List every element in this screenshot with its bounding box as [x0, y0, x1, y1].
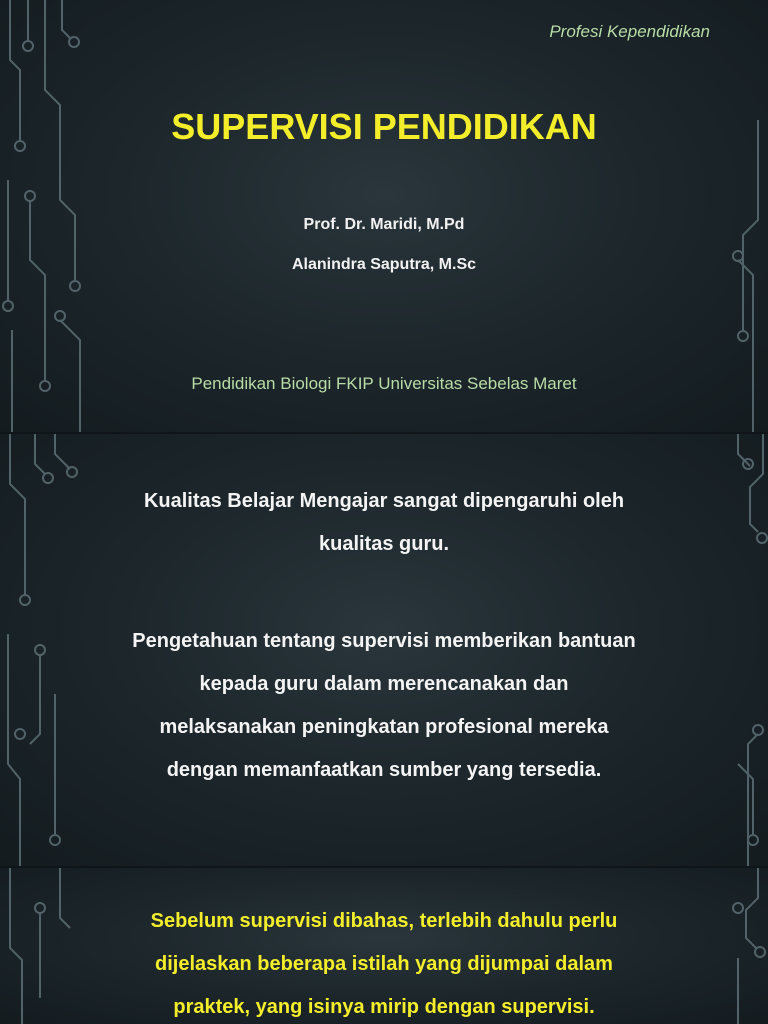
paragraph-line: dijelaskan beberapa istilah yang dijumpai dalam — [155, 953, 613, 975]
slide-1 — [0, 0, 768, 432]
paragraph-line: Sebelum supervisi dibahas, terlebih dahulu perlu — [150, 910, 618, 932]
slide-2 — [0, 434, 768, 866]
author-2: Alanindra Saputra, M.Sc — [291, 256, 477, 273]
slide-3 — [0, 868, 768, 1024]
quality-paragraph — [0, 480, 768, 566]
paragraph-line: kualitas guru. — [318, 533, 450, 555]
paragraph-line: kepada guru dalam merencanakan dan — [199, 673, 569, 695]
paragraph-line: Kualitas Belajar Mengajar sangat dipengaruhi oleh — [143, 490, 625, 512]
course-label: Profesi Kependidikan — [549, 22, 710, 41]
supervision-paragraph — [0, 620, 768, 792]
institution-label: Pendidikan Biologi FKIP Universitas Sebelas Maret — [191, 374, 577, 393]
author-1: Prof. Dr. Maridi, M.Pd — [303, 216, 465, 233]
paragraph-line: praktek, yang isinya mirip dengan supervisi. — [173, 996, 595, 1018]
intro-paragraph — [0, 900, 768, 1024]
paragraph-line: melaksanakan peningkatan profesional mereka — [159, 716, 609, 738]
paragraph-line: Pengetahuan tentang supervisi memberikan bantuan — [132, 630, 636, 652]
slide-title: SUPERVISI PENDIDIKAN — [171, 106, 597, 147]
paragraph-line: dengan memanfaatkan sumber yang tersedia. — [166, 759, 602, 781]
